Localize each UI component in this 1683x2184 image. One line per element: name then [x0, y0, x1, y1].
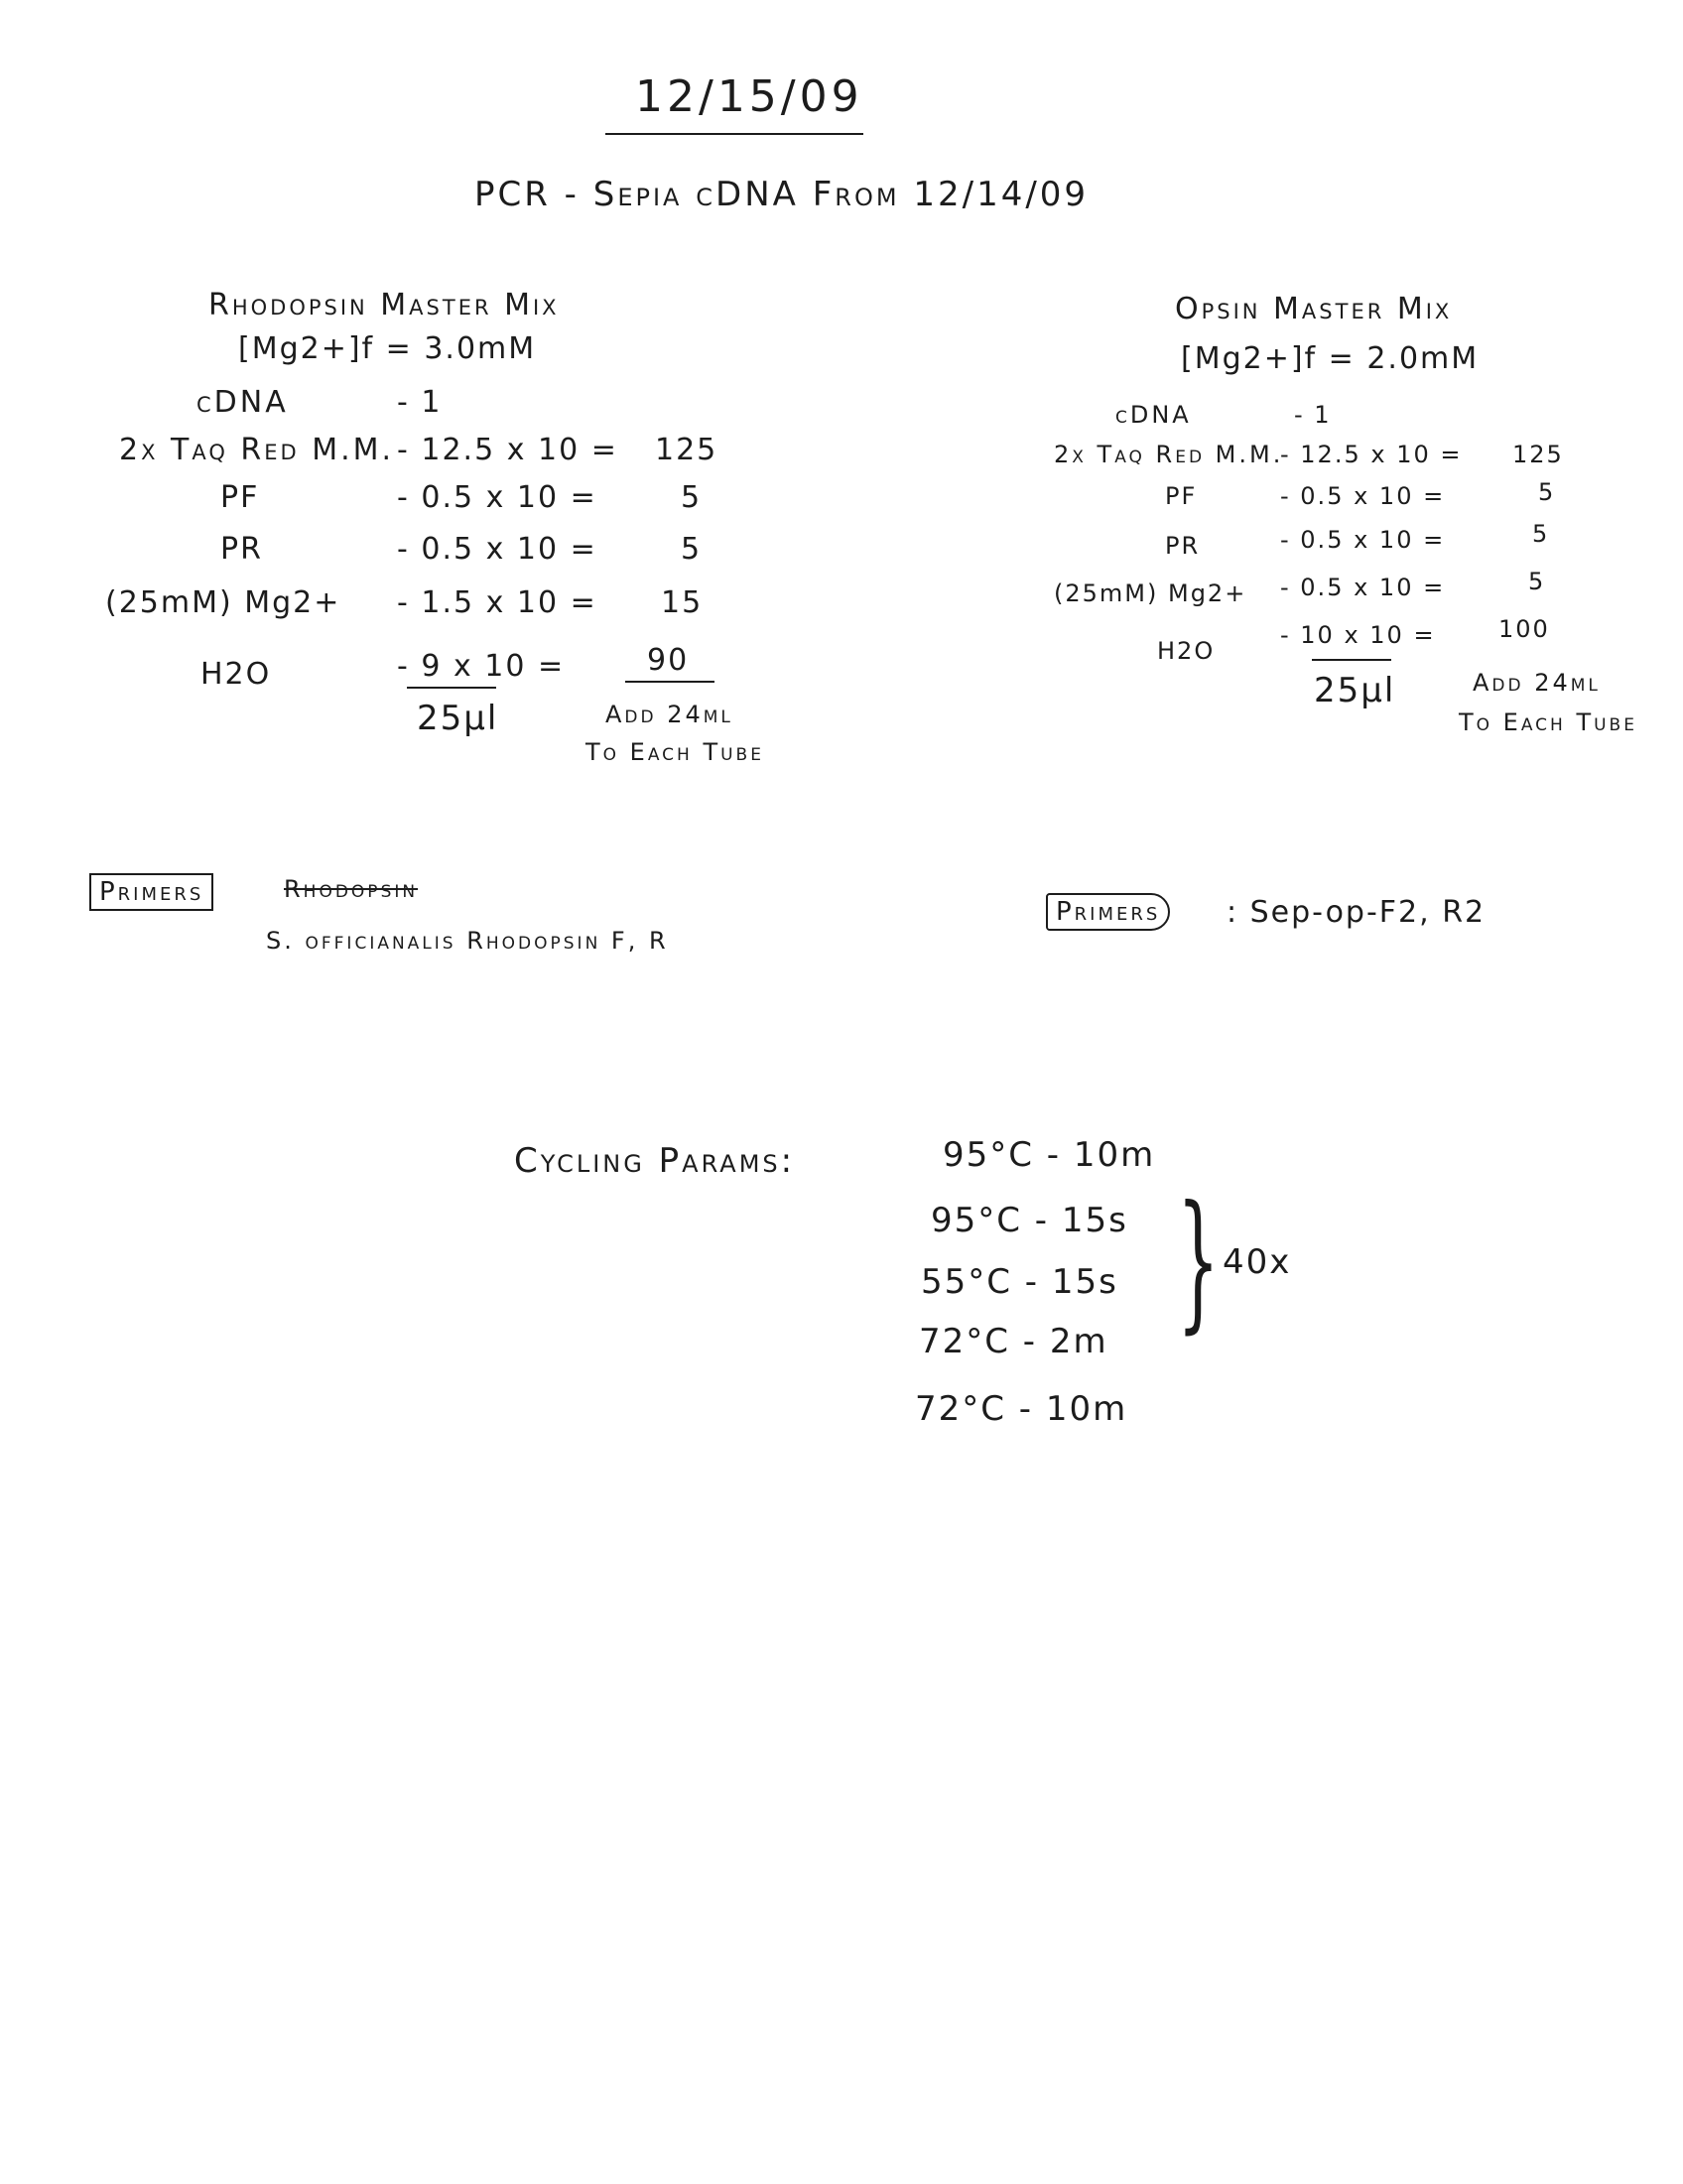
rhodopsin-row-label: H2O: [200, 657, 272, 692]
cycling-step: 72°C - 2m: [919, 1322, 1108, 1361]
opsin-row-label: PR: [1165, 532, 1201, 560]
opsin-sum-line: [1312, 659, 1391, 661]
opsin-row-expr: - 10 x 10 =: [1280, 621, 1436, 649]
opsin-row-total: 125: [1512, 441, 1564, 468]
page-subtitle: PCR - Sepia cDNA From 12/14/09: [474, 175, 1090, 214]
rhodopsin-row-expr: - 9 x 10 =: [397, 649, 566, 684]
opsin-row-total: 5: [1532, 520, 1550, 548]
rhodopsin-row-total: 15: [661, 585, 704, 620]
rhodopsin-row-label: 2x Taq Red M.M.: [119, 433, 395, 467]
rhodopsin-row-total: 5: [681, 532, 703, 567]
rhodopsin-row-total: 125: [655, 433, 718, 467]
cycling-step: 55°C - 15s: [921, 1262, 1118, 1302]
opsin-each-tube: To Each Tube: [1459, 708, 1637, 736]
opsin-row-label: 2x Taq Red M.M.: [1054, 441, 1284, 468]
opsin-row-total: 5: [1538, 478, 1556, 506]
rhodopsin-row-label: PF: [220, 480, 260, 515]
rhodopsin-row-label: cDNA: [196, 385, 289, 420]
rhodopsin-sum-line: [407, 687, 496, 689]
date-underline: [605, 133, 863, 135]
opsin-primers-box: Primers: [1046, 893, 1170, 931]
opsin-row-label: (25mM) Mg2+: [1054, 579, 1247, 607]
opsin-row-expr: - 0.5 x 10 =: [1280, 574, 1446, 601]
rhodopsin-sum: 25µl: [417, 699, 499, 738]
rhodopsin-row-label: (25mM) Mg2+: [105, 585, 341, 620]
cycling-step: 95°C - 15s: [931, 1201, 1128, 1240]
opsin-row-label: cDNA: [1115, 401, 1192, 429]
opsin-title: Opsin Master Mix: [1175, 292, 1453, 326]
rhodopsin-total-line: [625, 681, 714, 683]
rhodopsin-row-expr: - 0.5 x 10 =: [397, 532, 597, 567]
cycling-label: Cycling Params:: [514, 1141, 796, 1181]
rhodopsin-row-total: 90: [647, 643, 690, 678]
opsin-add-note: Add 24µl: [1473, 669, 1601, 697]
opsin-row-expr: - 12.5 x 10 =: [1280, 441, 1463, 468]
opsin-row-label: PF: [1165, 482, 1198, 510]
rhodopsin-each-tube: To Each Tube: [585, 738, 764, 766]
opsin-row-expr: - 0.5 x 10 =: [1280, 482, 1446, 510]
rhodopsin-primers-text: S. officianalis Rhodopsin F, R: [266, 927, 669, 955]
opsin-primers-text: : Sep-op-F2, R2: [1227, 895, 1487, 930]
cycling-step: 95°C - 10m: [943, 1135, 1156, 1175]
cycle-repeat: 40x: [1223, 1242, 1292, 1282]
rhodopsin-row-expr: - 1.5 x 10 =: [397, 585, 597, 620]
opsin-sum: 25µl: [1314, 671, 1396, 710]
opsin-row-total: 100: [1498, 615, 1550, 643]
rhodopsin-mg-final: [Mg2+]f = 3.0mM: [238, 331, 537, 366]
opsin-mg-final: [Mg2+]f = 2.0mM: [1181, 341, 1480, 376]
opsin-row-label: H2O: [1157, 637, 1216, 665]
rhodopsin-row-total: 5: [681, 480, 703, 515]
rhodopsin-primers-box: Primers: [89, 873, 213, 911]
rhodopsin-row-expr: - 1: [397, 385, 443, 420]
opsin-row-total: 5: [1528, 568, 1546, 595]
rhodopsin-primers-struck: Rhodopsin: [284, 875, 419, 903]
rhodopsin-add-note: Add 24µl: [605, 701, 733, 728]
cycle-brace: }: [1177, 1175, 1220, 1348]
cycling-step: 72°C - 10m: [915, 1389, 1128, 1429]
notebook-date: 12/15/09: [635, 71, 863, 122]
rhodopsin-row-expr: - 0.5 x 10 =: [397, 480, 597, 515]
rhodopsin-row-label: PR: [220, 532, 263, 567]
rhodopsin-row-expr: - 12.5 x 10 =: [397, 433, 618, 467]
opsin-row-expr: - 0.5 x 10 =: [1280, 526, 1446, 554]
rhodopsin-title: Rhodopsin Master Mix: [208, 288, 560, 322]
opsin-row-expr: - 1: [1294, 401, 1332, 429]
